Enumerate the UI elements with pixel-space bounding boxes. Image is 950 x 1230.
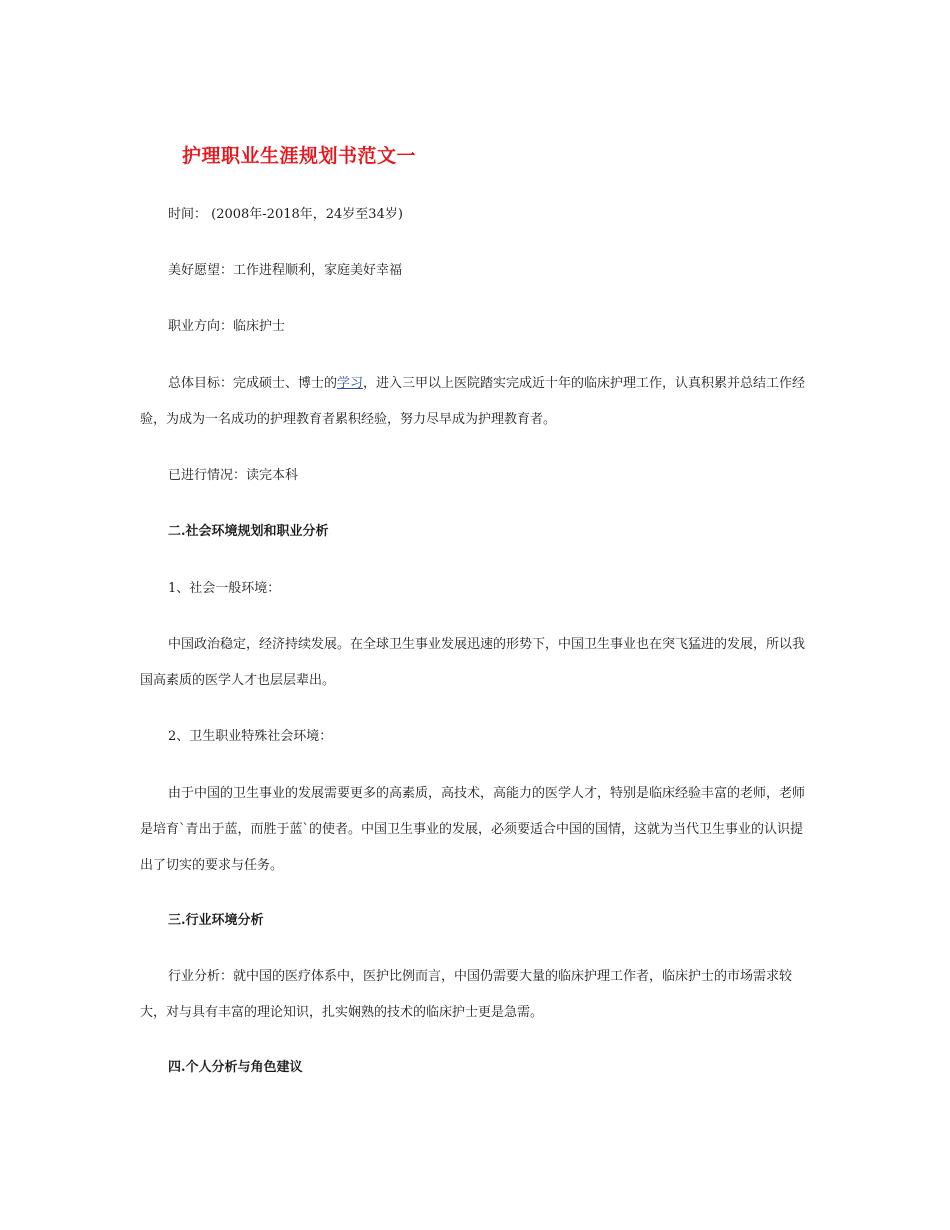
subsection-2-paragraph: 由于中国的卫生事业的发展需要更多的高素质，高技术，高能力的医学人才，特别是临床经验丰富的老师，老师是培育`青出于蓝，而胜于蓝`的使者。中国卫生事业的发展，必须要适合中国的国情，这就为当代卫生事业的认识提出了切实的要求与任务。 <box>140 786 806 873</box>
subsection-2-heading: 2、卫生职业特殊社会环境： <box>168 729 333 744</box>
subsection-1-heading: 1、社会一般环境： <box>168 581 281 596</box>
section-3-heading: 三.行业环境分析 <box>168 913 264 928</box>
section-4-heading: 四.个人分析与角色建议 <box>168 1060 303 1075</box>
study-link[interactable]: 学习 <box>337 376 364 391</box>
section-3-paragraph: 行业分析：就中国的医疗体系中，医护比例而言，中国仍需要大量的临床护理工作者，临床护士的市场需求较大，对与具有丰富的理论知识，扎实娴熟的技术的临床护士更是急需。 <box>140 969 793 1020</box>
progress-paragraph: 已进行情况：读完本科 <box>168 468 299 483</box>
goal-text-start: 总体目标：完成硕士、博士的 <box>168 376 338 391</box>
subsection-1-paragraph: 中国政治稳定，经济持续发展。在全球卫生事业发展迅速的形势下，中国卫生事业也在突飞猛进的发展，所以我国高素质的医学人才也层层辈出。 <box>140 637 806 688</box>
wish-paragraph: 美好愿望：工作进程顺利，家庭美好幸福 <box>168 263 403 278</box>
document-title: 护理职业生涯规划书范文一 <box>182 145 417 167</box>
direction-paragraph: 职业方向：临床护士 <box>168 319 286 334</box>
section-2-heading: 二.社会环境规划和职业分析 <box>168 524 329 539</box>
goal-paragraph <box>140 366 812 438</box>
time-paragraph: 时间： (2008年-2018年，24岁至34岁) <box>168 207 403 222</box>
goal-text-end: ，进入三甲以上医院踏实完成近十年的临床护理工作，认真积累并总结工作经验，为成为一名成功的护理教育者累积经验，努力尽早成为护理教育者。 <box>140 376 806 427</box>
